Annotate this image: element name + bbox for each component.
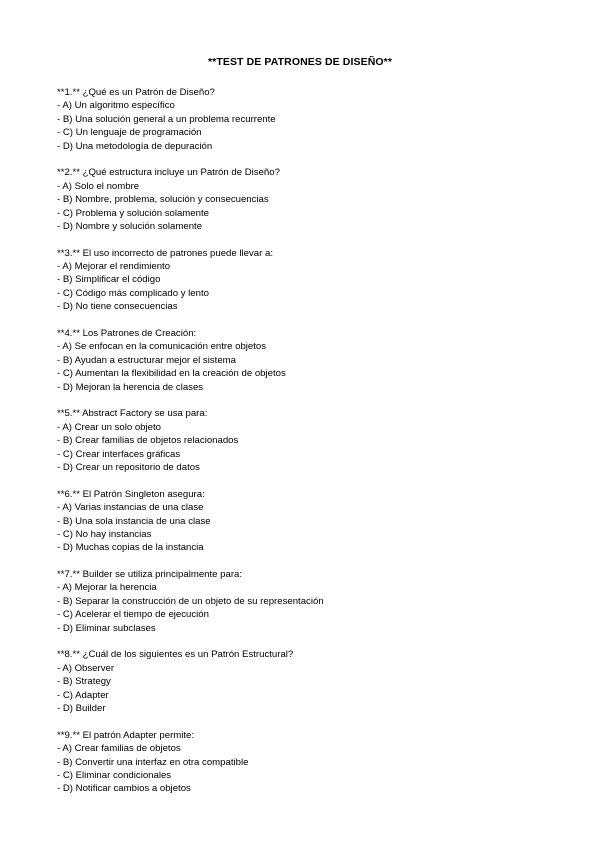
option-a: - A) Crear un solo objeto: [57, 421, 161, 433]
option-a: - A) Solo el nombre: [57, 180, 140, 192]
option-c: - C) Código más complicado y lento: [57, 287, 209, 299]
question-text: **1.** ¿Qué es un Patrón de Diseño?: [57, 87, 215, 98]
option-a: - A) Crear familias de objetos: [57, 743, 181, 755]
question-2: [57, 166, 577, 233]
option-c: - C) Aumentan la flexibilidad en la creación de objetos: [57, 368, 286, 380]
question-1: [57, 86, 577, 153]
option-a: - A) Varias instancias de una clase: [57, 502, 204, 514]
option-a: - A) Mejorar el rendimiento: [57, 261, 171, 273]
option-c: - C) Eliminar condicionales: [57, 769, 172, 781]
option-c: - C) No hay instancias: [57, 528, 152, 540]
option-b: - B) Ayudan a estructurar mejor el sistema: [57, 354, 236, 366]
option-b: - B) Convertir una interfaz en otra compatible: [57, 756, 249, 768]
option-d: - D) Eliminar subclases: [57, 622, 156, 634]
option-b: - B) Crear familias de objetos relacionados: [57, 435, 239, 447]
option-a: - A) Se enfocan en la comunicación entre objetos: [57, 341, 267, 353]
option-d: - D) Muchas copias de la instancia: [57, 542, 204, 554]
option-c: - C) Acelerar el tiempo de ejecución: [57, 609, 209, 621]
question-text: **6.** El Patrón Singleton asegura:: [57, 488, 205, 500]
question-text: **5.** Abstract Factory se usa para:: [57, 408, 208, 420]
question-text: **3.** El uso incorrecto de patrones puede llevar a:: [57, 247, 273, 259]
option-c: - C) Problema y solución solamente: [57, 207, 209, 219]
question-8: [57, 648, 577, 715]
question-text: **9.** El patrón Adapter permite:: [57, 729, 195, 741]
option-b: - B) Una sola instancia de una clase: [57, 515, 211, 527]
option-d: - D) Mejoran la herencia de clases: [57, 381, 204, 393]
option-d: - D) Una metodología de depuración: [57, 140, 213, 152]
question-list: [57, 86, 577, 809]
option-c: - C) Adapter: [57, 689, 109, 701]
option-b: - B) Strategy: [57, 676, 111, 688]
option-d: - D) Builder: [57, 702, 106, 714]
question-3: [57, 247, 577, 314]
question-text: **4.** Los Patrones de Creación:: [57, 328, 197, 340]
option-b: - B) Una solución general a un problema recurrente: [57, 113, 276, 125]
option-d: - D) Nombre y solución solamente: [57, 220, 203, 232]
option-a: - A) Un algoritmo específico: [57, 100, 175, 112]
option-a: - A) Mejorar la herencia: [57, 582, 157, 594]
option-c: - C) Un lenguaje de programación: [57, 127, 202, 139]
question-text: **8.** ¿Cuál de los siguientes es un Patrón Estructural?: [57, 649, 294, 661]
option-b: - B) Separar la construcción de un objeto de su representación: [57, 595, 324, 607]
question-5: [57, 407, 577, 474]
question-text: **7.** Builder se utiliza principalmente para:: [57, 569, 243, 581]
option-d: - D) Crear un repositorio de datos: [57, 461, 200, 473]
option-b: - B) Nombre, problema, solución y consecuencias: [57, 194, 269, 206]
question-6: [57, 488, 577, 555]
document-title: **TEST DE PATRONES DE DISEÑO**: [207, 56, 393, 68]
question-7: [57, 568, 577, 635]
question-text: **2.** ¿Qué estructura incluye un Patrón de Diseño?: [57, 167, 280, 179]
option-a: - A) Observer: [57, 662, 115, 674]
option-d: - D) No tiene consecuencias: [57, 301, 178, 313]
option-d: - D) Notificar cambios a objetos: [57, 783, 191, 795]
option-c: - C) Crear interfaces gráficas: [57, 448, 181, 460]
option-b: - B) Simplificar el código: [57, 274, 161, 286]
question-4: [57, 327, 577, 394]
question-9: [57, 729, 577, 796]
